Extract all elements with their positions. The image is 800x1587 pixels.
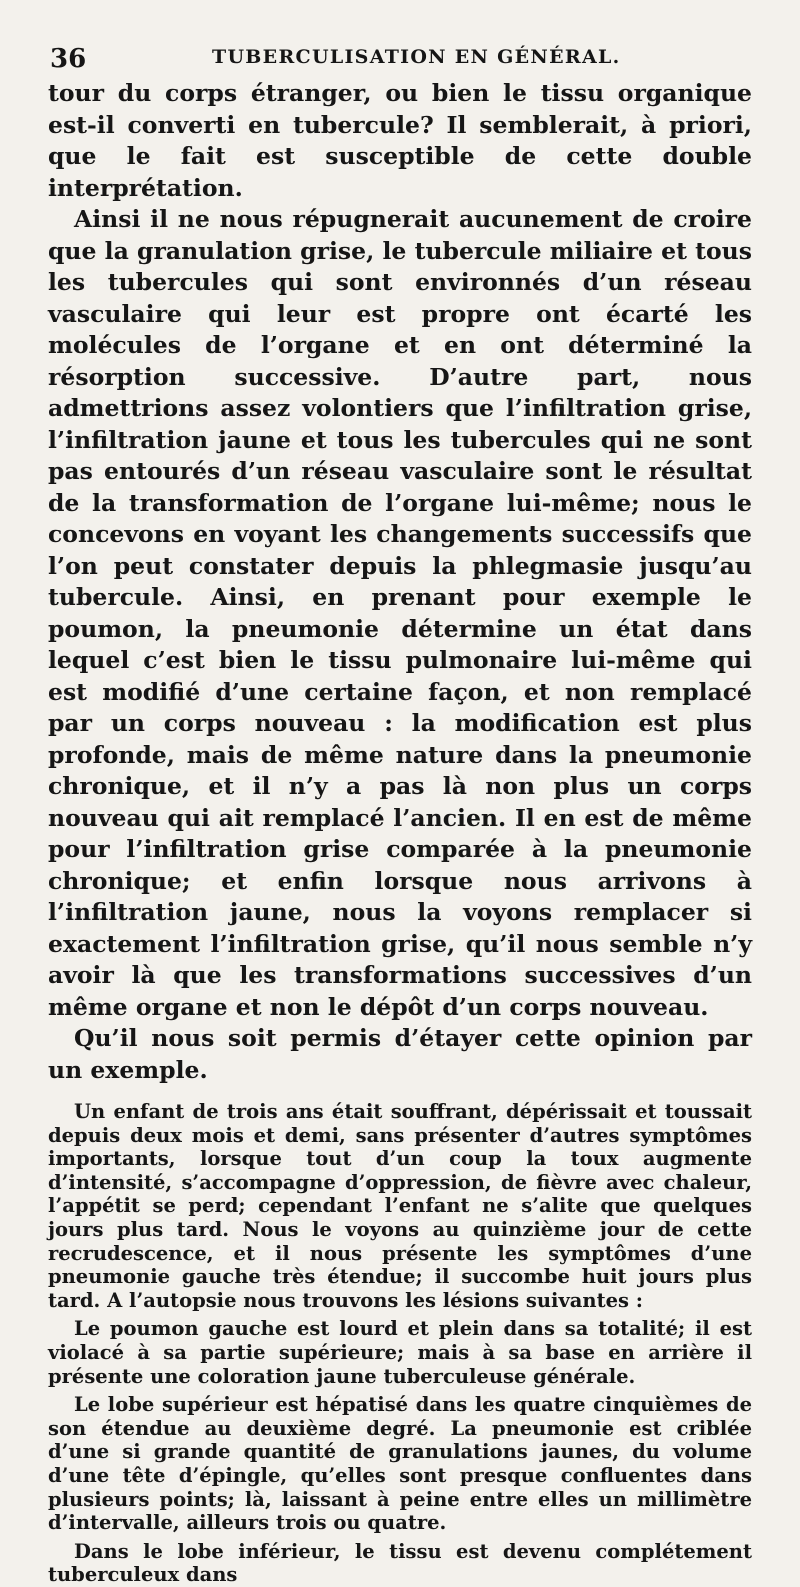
case-report xyxy=(48,1100,752,1587)
case-paragraph-history: Un enfant de trois ans était souffrant, dépérissait et toussait depuis deux mois et demi, sans présenter d’autres symptômes importants, lorsque tout d’un coup la toux augmente d’intensité, s’accompagne d’oppression, de fièvre avec chaleur, l’appétit se perd; cependant l’enfant ne s’alite que quelques jours plus tard. Nous le voyons au quinzième jour de cette recrudescence, et il nous présente les symptômes d’une pneumonie gauche très étendue; il succombe huit jours plus tard. A l’autopsie nous trouvons les lésions suivantes : xyxy=(48,1100,752,1312)
paragraph-continuation: tour du corps étranger, ou bien le tissu organique est-il converti en tubercule? Il semblerait, à priori, que le fait est susceptible de cette double interprétation. xyxy=(48,79,752,202)
case-paragraph-lower-lobe: Dans le lobe inférieur, le tissu est devenu complétement tuberculeux dans xyxy=(48,1539,752,1587)
running-head: TUBERCULISATION EN GÉNÉRAL. xyxy=(212,46,621,68)
case-paragraph-left-lung: Le poumon gauche est lourd et plein dans sa totalité; il est violacé à sa partie supérieure; mais à sa base en arrière il présente une coloration jaune tuberculeuse générale. xyxy=(48,1317,752,1388)
page-header xyxy=(48,38,752,78)
page-number: 36 xyxy=(50,44,87,74)
paragraph-argument: Ainsi il ne nous répugnerait aucunement de croire que la granulation grise, le tubercule miliaire et tous les tubercules qui sont environnés d’un réseau vasculaire qui leur est propre ont écarté les molécules de l’organe et en ont déterminé la résorption successive. D’autre part, nous admettrions assez volontiers que l’infiltration grise, l’infiltration jaune et tous les tubercules qui ne sont pas entourés d’un réseau vasculaire sont le résultat de la transformation de l’organe lui-même; nous le concevons en voyant les changements successifs que l’on peut constater depuis la phlegmasie jusqu’au tubercule. Ainsi, en prenant pour exemple le poumon, la pneumonie détermine un état dans lequel c’est bien le tissu pulmonaire lui-même qui est modifié d’une certaine façon, et non remplacé par un corps nouveau : la modification est plus profonde, mais de même nature dans la pneumonie chronique, et il n’y a pas là non plus un corps nouveau qui ait remplacé l’ancien. Il en est de même pour l’infiltration grise comparée à la pneumonie chronique; et enfin lorsque nous arrivons à l’infiltration jaune, nous la voyons remplacer si exactement l’infiltration grise, qu’il nous semble n’y avoir là que les transformations successives d’un même organe et non le dépôt d’un corps nouveau. xyxy=(48,205,752,1021)
paragraph-example-intro: Qu’il nous soit permis d’étayer cette opinion par un exemple. xyxy=(48,1024,752,1084)
case-paragraph-upper-lobe: Le lobe supérieur est hépatisé dans les quatre cinquièmes de son étendue au deuxième degré. La pneumonie est criblée d’une si grande quantité de granulations jaunes, du volume d’une tête d’épingle, qu’elles sont presque confluentes dans plusieurs points; là, laissant à peine entre elles un millimètre d’intervalle, ailleurs trois ou quatre. xyxy=(48,1393,752,1535)
main-text xyxy=(48,78,752,1086)
